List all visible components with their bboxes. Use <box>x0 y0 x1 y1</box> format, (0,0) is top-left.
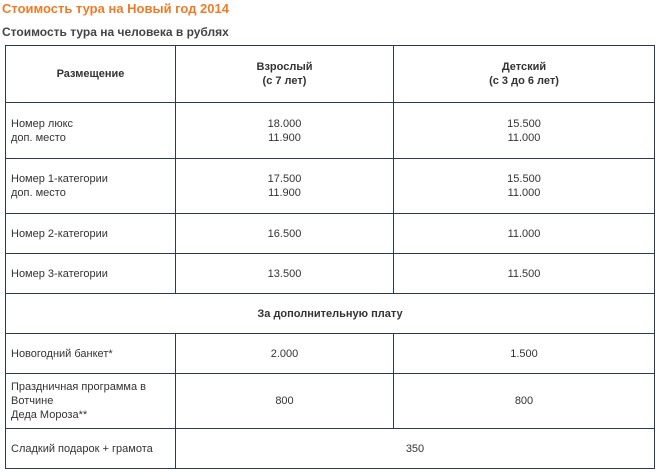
header-child <box>394 46 655 103</box>
adult-extra-bed-price: 11.900 <box>268 131 301 144</box>
section-heading: За дополнительную плату <box>6 294 655 334</box>
adult-price: 2.000 <box>176 334 394 374</box>
adult-price: 13.500 <box>176 254 394 294</box>
price-table <box>5 45 655 469</box>
child-price: 1.500 <box>394 334 655 374</box>
room-name: Номер люкс <box>11 117 74 130</box>
child-extra-bed-price: 11.000 <box>507 131 541 144</box>
extra-service-cell <box>6 374 176 429</box>
table-row <box>6 159 655 214</box>
section-row <box>6 294 655 334</box>
child-price: 15.500 <box>507 173 541 185</box>
room-cell <box>6 159 176 214</box>
extra-service-name: Праздничная программа в Вотчине <box>11 381 146 407</box>
child-price-cell <box>394 103 655 159</box>
child-price: 15.500 <box>507 117 541 130</box>
child-price-cell <box>394 159 655 214</box>
extra-service-name-cont: Деда Мороза** <box>11 409 88 421</box>
table-row <box>6 334 655 374</box>
table-row <box>6 374 655 429</box>
adult-price: 800 <box>176 374 394 429</box>
adult-price: 16.500 <box>176 214 394 254</box>
child-price: 11.500 <box>394 254 655 294</box>
adult-price: 17.500 <box>267 173 302 185</box>
room-name: Номер 2-категории <box>6 214 176 254</box>
header-adult-title: Взрослый <box>256 61 313 73</box>
page-title: Стоимость тура на Новый год 2014 <box>2 1 229 16</box>
adult-price: 18.000 <box>267 117 302 130</box>
extra-service-name: Новогодний банкет* <box>6 334 176 374</box>
room-cell <box>6 103 176 159</box>
gift-price: 350 <box>176 429 655 469</box>
extra-bed-label: доп. место <box>11 187 66 199</box>
table-row <box>6 103 655 159</box>
room-name: Номер 3-категории <box>6 254 176 294</box>
child-extra-bed-price: 11.000 <box>507 187 541 199</box>
adult-extra-bed-price: 11.900 <box>268 187 301 199</box>
header-adult <box>176 46 394 103</box>
room-name: Номер 1-категории <box>11 173 108 185</box>
header-placement: Размещение <box>6 46 176 103</box>
table-row <box>6 214 655 254</box>
table-row <box>6 429 655 469</box>
child-price: 11.000 <box>394 214 655 254</box>
header-adult-age: (с 7 лет) <box>262 75 307 87</box>
table-row <box>6 254 655 294</box>
table-header-row <box>6 46 655 103</box>
header-child-age: (с 3 до 6 лет) <box>489 75 559 87</box>
extra-bed-label: доп. место <box>11 131 66 144</box>
header-child-title: Детский <box>501 61 547 73</box>
adult-price-cell <box>176 159 394 214</box>
adult-price-cell <box>176 103 394 159</box>
gift-name: Сладкий подарок + грамота <box>6 429 176 469</box>
page-subtitle: Стоимость тура на человека в рублях <box>2 25 229 39</box>
child-price: 800 <box>394 374 655 429</box>
